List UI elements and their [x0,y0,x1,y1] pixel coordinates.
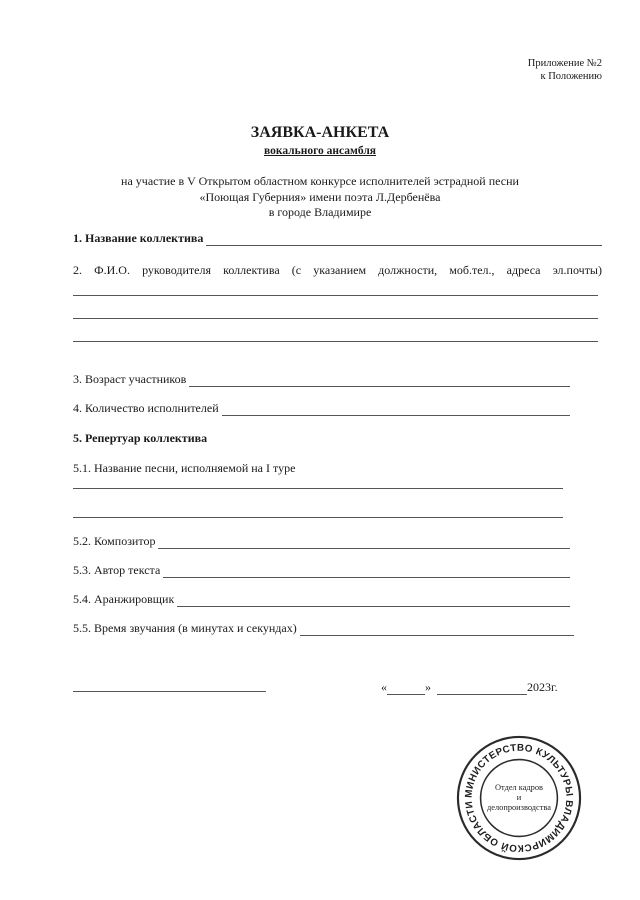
date-year: 2023г. [527,680,558,694]
field-composer-line[interactable] [158,537,570,549]
appendix-line-1: Приложение №2 [527,58,602,69]
stamp-center-line-1: Отдел кадров [494,783,544,793]
field-duration-label: 5.5. Время звучания (в минутах и секундах) [73,621,297,635]
field-repertoire-heading-label: 5. Репертуар коллектива [73,431,208,445]
field-arranger-line[interactable] [177,595,570,607]
field-leader-label: 2. Ф.И.О. руководителя коллектива (с указанием должности, моб.тел., адреса эл.почты) [73,263,602,277]
field-repertoire-heading [73,431,602,446]
field-duration [73,621,574,636]
description-line-1: на участие в V Открытом областном конкурсе исполнителей эстрадной песни [121,174,519,188]
field-collective-name-label: 1. Название коллектива [73,231,204,245]
field-collective-name [73,231,602,246]
field-song-title [73,461,602,476]
signature-line[interactable] [73,691,266,692]
competition-description [0,174,640,221]
field-song-title-line-1[interactable] [73,488,563,489]
field-arranger-label: 5.4. Аранжировщик [73,592,175,606]
stamp-center-line-2: и [516,792,522,802]
date-day-line[interactable] [387,683,425,695]
date-close-quote: » [425,680,431,694]
field-lyricist-label: 5.3. Автор текста [73,563,161,577]
field-lyricist [73,563,570,578]
stamp-center-line-3: делопроизводства [487,802,551,812]
field-duration-line[interactable] [300,624,574,636]
field-arranger [73,592,570,607]
appendix-line-2: к Положению [540,71,602,82]
field-leader-line-2[interactable] [73,318,598,319]
field-participants-age [73,372,570,387]
page-subtitle: вокального ансамбля [264,145,376,157]
field-performers-count-line[interactable] [222,404,570,416]
field-collective-name-line[interactable] [206,234,602,246]
official-stamp [455,734,583,862]
field-song-title-label: 5.1. Название песни, исполняемой на I туре [73,461,296,475]
field-leader-line-3[interactable] [73,341,598,342]
page-title: ЗАЯВКА-АНКЕТА [250,124,390,141]
date-open-quote: « [381,680,387,694]
appendix-note [528,57,602,83]
date-month-line[interactable] [437,683,527,695]
field-performers-count [73,401,570,416]
description-line-3: в городе Владимире [268,205,372,219]
stamp-ring-textpath: МИНИСТЕРСТВО КУЛЬТУРЫ ВЛАДИМИРСКОЙ ОБЛАСТИ [463,742,575,854]
field-leader-line-1[interactable] [73,295,598,296]
field-song-title-line-2[interactable] [73,517,563,518]
description-line-2: «Поющая Губерния» имени поэта Л.Дербенёва [199,189,441,204]
field-participants-age-label: 3. Возраст участников [73,372,187,386]
field-performers-count-label: 4. Количество исполнителей [73,401,219,415]
date-field [381,680,558,695]
field-composer-label: 5.2. Композитор [73,534,156,548]
field-participants-age-line[interactable] [189,375,570,387]
field-lyricist-line[interactable] [163,566,570,578]
field-composer [73,534,570,549]
